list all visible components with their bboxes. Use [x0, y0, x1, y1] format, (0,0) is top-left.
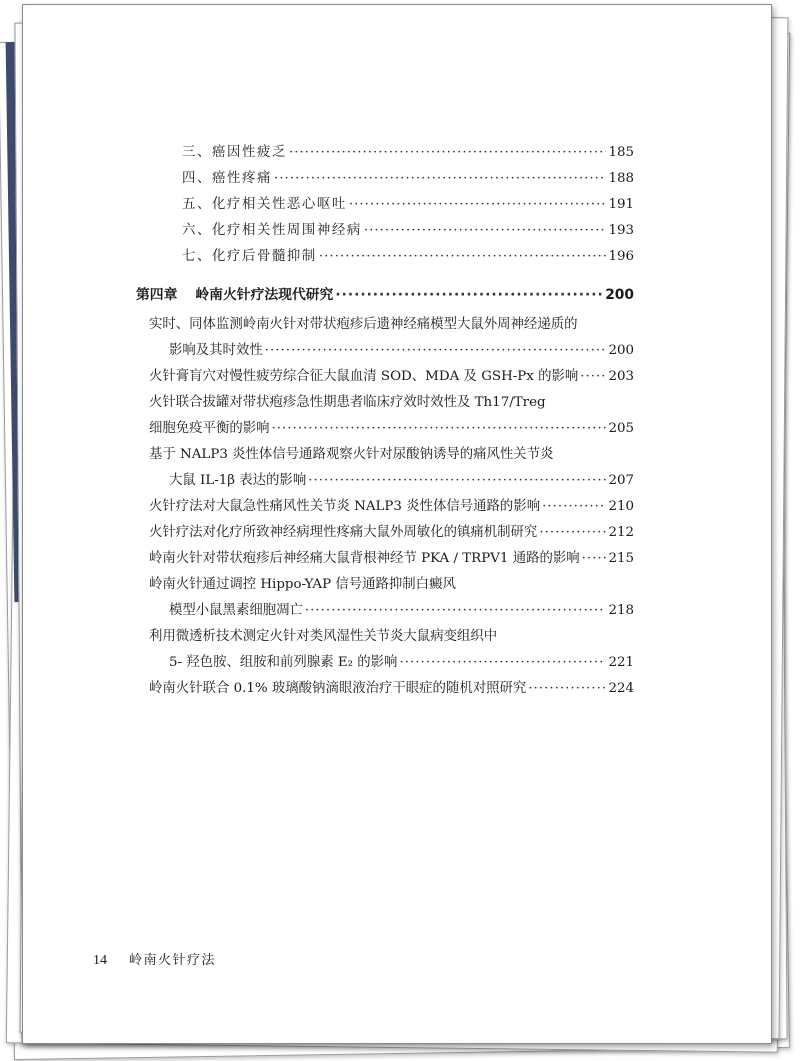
toc-item-title: 四、癌性疼痛	[182, 171, 272, 186]
toc-item-title: 岭南火针对带状疱疹后神经痛大鼠背根神经节 PKA / TRPV1 通路的影响	[149, 551, 580, 566]
table-of-contents	[23, 5, 771, 1043]
toc-entry-line[interactable]	[149, 367, 634, 387]
toc-chapter-heading[interactable]	[136, 285, 634, 305]
toc-page-number: 196	[608, 249, 634, 264]
toc-page-number: 221	[608, 655, 634, 670]
toc-page-number: 205	[608, 421, 634, 436]
leader-dots	[528, 679, 606, 699]
toc-item-title: 岭南火针通过调控 Hippo-YAP 信号通路抑制白癜风	[149, 577, 456, 592]
toc-item-title-continued: 模型小鼠黑素细胞凋亡	[169, 603, 303, 618]
toc-entry-line[interactable]	[169, 471, 634, 491]
toc-page-number: 218	[608, 603, 634, 618]
toc-item-title: 利用微透析技术测定火针对类风湿性关节炎大鼠病变组织中	[149, 629, 498, 644]
toc-page-number: 210	[608, 499, 634, 514]
toc-entry-line[interactable]	[149, 679, 634, 699]
toc-page-number: 193	[608, 223, 634, 238]
toc-item-title: 实时、同体监测岭南火针对带状疱疹后遗神经痛模型大鼠外周神经递质的	[149, 317, 578, 332]
toc-item-title: 基于 NALP3 炎性体信号通路观察火针对尿酸钠诱导的痛风性关节炎	[149, 447, 554, 462]
leader-dots	[542, 497, 606, 517]
page-footer	[93, 949, 216, 969]
toc-item-title: 火针联合拔罐对带状疱疹急性期患者临床疗效时效性及 Th17/Treg	[149, 395, 546, 410]
toc-item-title-continued: 影响及其时效性	[169, 343, 263, 358]
toc-entry-line[interactable]	[149, 315, 578, 335]
leader-dots	[265, 341, 607, 361]
toc-entry-line[interactable]	[149, 549, 634, 569]
toc-item-title: 五、化疗相关性恶心呕吐	[182, 197, 347, 212]
toc-item-title: 火针疗法对化疗所致神经病理性疼痛大鼠外周敏化的镇痛机制研究	[149, 525, 538, 540]
chapter-title: 岭南火针疗法现代研究	[195, 287, 334, 303]
toc-entry-line[interactable]	[149, 523, 634, 543]
leader-dots	[539, 523, 606, 543]
leader-dots	[580, 367, 606, 387]
leader-dots	[582, 549, 607, 569]
toc-sub-item[interactable]	[182, 221, 634, 241]
toc-entry-line[interactable]	[149, 445, 553, 465]
toc-item-title-continued: 细胞免疫平衡的影响	[149, 421, 270, 436]
toc-entry-line[interactable]	[169, 601, 634, 621]
toc-page-number: 215	[608, 551, 634, 566]
leader-dots	[274, 169, 606, 189]
leader-dots	[335, 285, 603, 305]
toc-page-number: 188	[608, 171, 634, 186]
leader-dots	[308, 471, 606, 491]
toc-item-title-continued: 大鼠 IL-1β 表达的影响	[169, 473, 307, 488]
toc-sub-item[interactable]	[182, 247, 634, 267]
toc-page-number: 203	[608, 369, 634, 384]
toc-page-number: 200	[605, 287, 634, 303]
footer-book-title: 岭南火针疗法	[129, 953, 217, 968]
leader-dots	[289, 143, 607, 163]
leader-dots	[319, 247, 607, 267]
toc-item-title: 七、化疗后骨髓抑制	[182, 249, 317, 264]
leader-dots	[272, 419, 607, 439]
toc-entry-line[interactable]	[149, 419, 634, 439]
leader-dots	[305, 601, 607, 621]
toc-entry-line[interactable]	[149, 497, 634, 517]
toc-page-number: 185	[608, 145, 634, 160]
document-page	[22, 4, 772, 1044]
toc-page-number: 200	[608, 343, 634, 358]
toc-sub-item[interactable]	[182, 143, 634, 163]
leader-dots	[364, 221, 607, 241]
chapter-number: 第四章	[136, 287, 178, 303]
toc-item-title-continued: 5- 羟色胺、组胺和前列腺素 E₂ 的影响	[169, 655, 398, 670]
toc-item-title: 火针疗法对大鼠急性痛风性关节炎 NALP3 炎性体信号通路的影响	[149, 499, 541, 514]
toc-page-number: 212	[608, 525, 634, 540]
toc-entry-line[interactable]	[149, 575, 456, 595]
toc-entry-line[interactable]	[149, 627, 497, 647]
toc-page-number: 207	[608, 473, 634, 488]
toc-sub-item[interactable]	[182, 169, 634, 189]
toc-item-title: 火针膏肓穴对慢性疲劳综合征大鼠血清 SOD、MDA 及 GSH-Px 的影响	[149, 369, 579, 384]
leader-dots	[349, 195, 607, 215]
toc-item-title: 三、癌因性疲乏	[182, 145, 287, 160]
toc-item-title: 六、化疗相关性周围神经病	[182, 223, 362, 238]
toc-entry-line[interactable]	[149, 393, 546, 413]
toc-item-title: 岭南火针联合 0.1% 玻璃酸钠滴眼液治疗干眼症的随机对照研究	[149, 681, 527, 696]
leader-dots	[399, 653, 606, 673]
toc-sub-item[interactable]	[182, 195, 634, 215]
toc-page-number: 191	[608, 197, 634, 212]
toc-entry-line[interactable]	[169, 653, 634, 673]
toc-entry-line[interactable]	[169, 341, 634, 361]
toc-page-number: 224	[608, 681, 634, 696]
footer-page-number: 14	[93, 953, 107, 968]
